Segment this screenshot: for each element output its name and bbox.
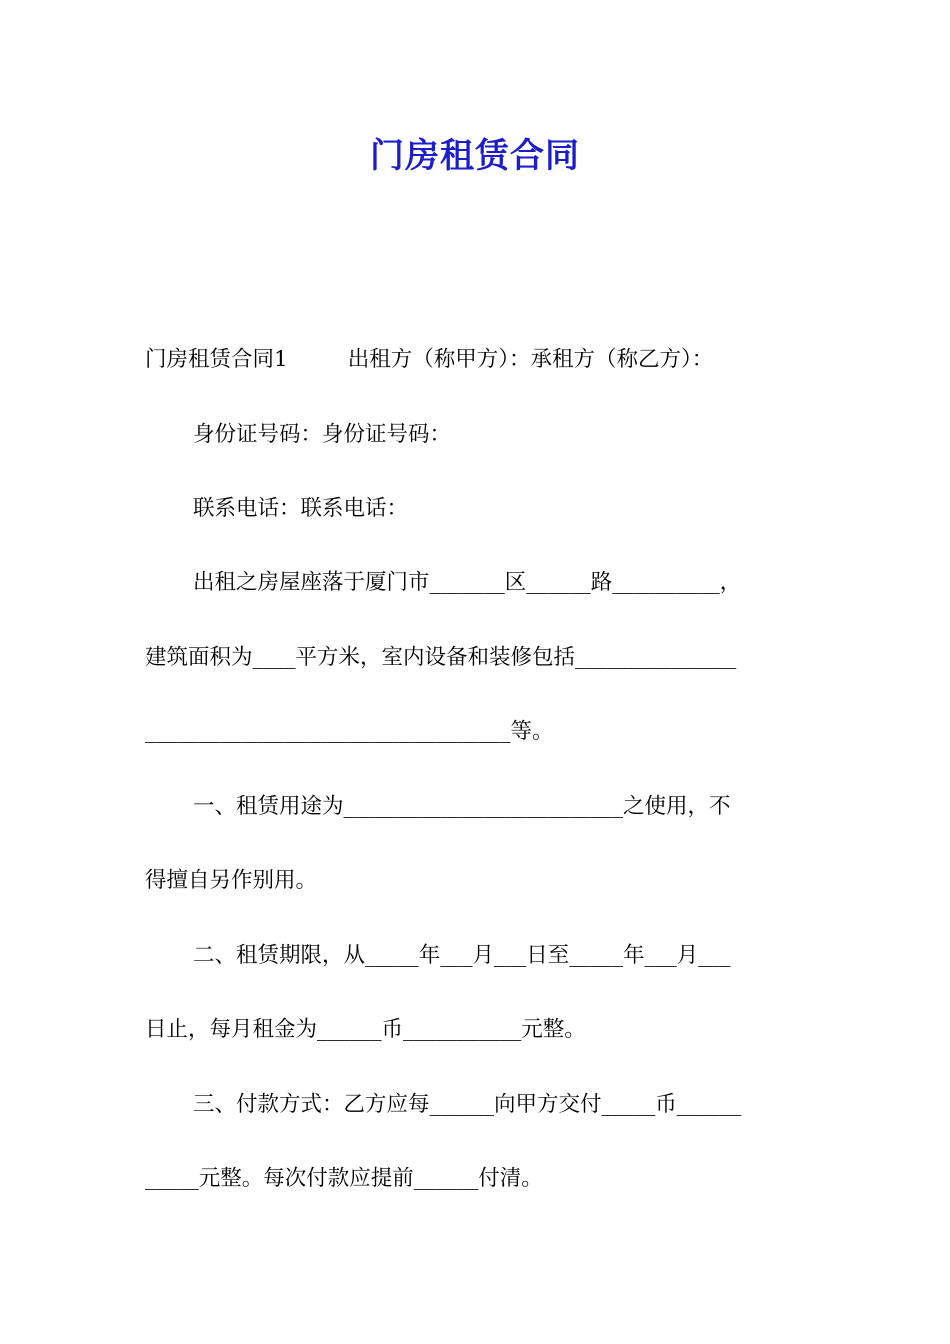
payment-method-line: 三、付款方式：乙方应每______向甲方交付_____币______ bbox=[193, 1092, 742, 1117]
equipment-line: __________________________________等。 bbox=[145, 719, 554, 744]
contract-number-label: 门房租赁合同1 bbox=[145, 347, 288, 372]
id-number-line: 身份证号码：身份证号码： bbox=[193, 422, 452, 447]
parties-line bbox=[145, 345, 713, 375]
parties-label: 出租方（称甲方）：承租方（称乙方）： bbox=[347, 347, 714, 372]
document-title: 门房租赁合同 bbox=[370, 136, 580, 176]
property-location-line: 出租之房屋座落于厦门市_______区______路__________， bbox=[193, 570, 742, 595]
lease-purpose-continued: 得擅自另作别用。 bbox=[145, 868, 318, 893]
building-area-line: 建筑面积为____平方米，室内设备和装修包括_______________ bbox=[145, 645, 737, 670]
lease-term-line: 二、租赁期限，从_____年___月___日至_____年___月___ bbox=[193, 943, 731, 968]
monthly-rent-line: 日止，每月租金为______币___________元整。 bbox=[145, 1017, 586, 1042]
phone-line: 联系电话：联系电话： bbox=[193, 496, 409, 521]
payment-advance-line: _____元整。每次付款应提前______付清。 bbox=[145, 1166, 543, 1191]
lease-purpose-line: 一、租赁用途为__________________________之使用，不 bbox=[193, 794, 731, 819]
